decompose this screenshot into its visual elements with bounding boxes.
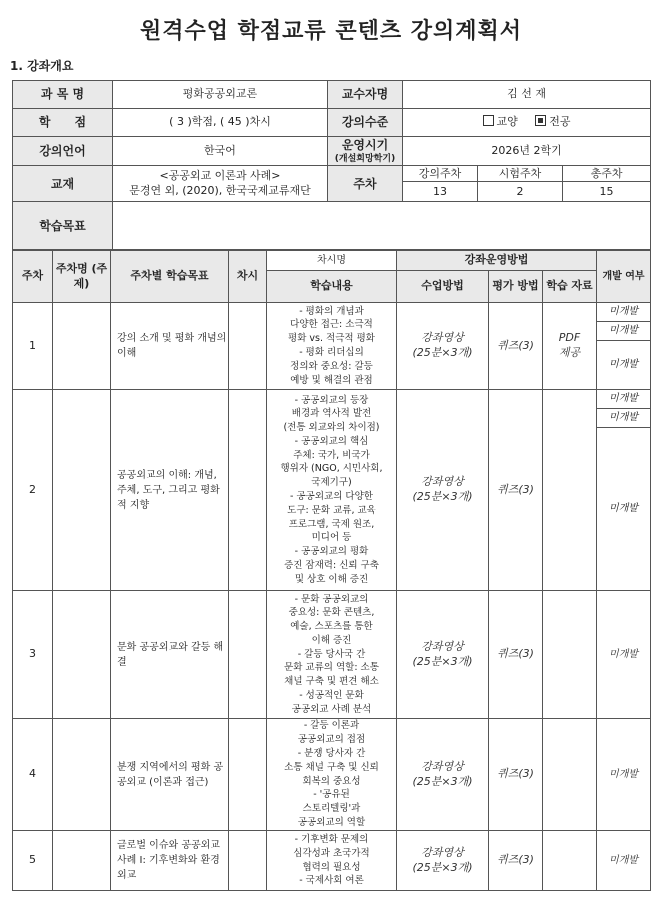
method-line: (25분×3개) — [412, 860, 473, 874]
table-row — [13, 390, 651, 591]
week-number: 3 — [13, 591, 53, 719]
textbook-cell — [113, 166, 328, 202]
col-objective: 주차별 학습목표 — [111, 251, 229, 303]
col-eval: 평가 방법 — [489, 271, 543, 303]
content-line: - 공공외교의 평화 — [294, 546, 369, 558]
method-line: (25분×3개) — [412, 774, 473, 788]
textbook-title: <공공외교 이론과 사례> — [159, 168, 281, 182]
content-line: - 공공외교의 다양한 — [290, 491, 373, 502]
method-cell — [397, 831, 489, 891]
dev-status: 미개발 — [609, 359, 639, 370]
dev-cell: 미개발 — [597, 719, 651, 831]
content-line: 정의와 중요성: 갈등 — [290, 360, 373, 372]
course-label: 과 목 명 — [13, 81, 113, 109]
dev-status: 미개발 — [597, 322, 650, 341]
dev-cell — [597, 303, 651, 390]
week-number: 1 — [13, 303, 53, 390]
col-method: 수업방법 — [397, 271, 489, 303]
week-total-cell — [563, 166, 651, 202]
material-cell — [543, 719, 597, 831]
content-line: 국제기구) — [311, 477, 352, 489]
col-week: 주차 — [13, 251, 53, 303]
overview-table — [12, 80, 651, 250]
eval-cell: 퀴즈(3) — [489, 831, 543, 891]
content-line: 문화 교류의 역할: 소통 — [284, 662, 379, 674]
level-option-major: 전공 — [549, 115, 571, 129]
method-line: (25분×3개) — [412, 490, 473, 503]
topic-cell — [53, 831, 111, 891]
level-checkbox-general[interactable] — [483, 115, 494, 126]
week-exam-cell — [478, 166, 563, 202]
week-total-label: 총주차 — [563, 166, 650, 182]
goal-label: 학습목표 — [13, 202, 113, 250]
content-line: 미디어 등 — [311, 532, 352, 544]
goal-value — [113, 202, 651, 250]
week-number: 2 — [13, 390, 53, 591]
content-line: 공공외교 사례 분석 — [291, 703, 372, 715]
objective-text: 문화 공공외교와 갈등 해결 — [111, 591, 229, 719]
content-line: - '공유된 — [313, 789, 350, 801]
content-line: - 공공외교의 핵심 — [294, 435, 369, 447]
content-line: 주체: 국가, 비국가 — [293, 449, 370, 461]
topic-cell — [53, 390, 111, 591]
content-cell — [267, 831, 397, 891]
period-value: 2026년 2학기 — [403, 137, 651, 166]
method-cell — [397, 591, 489, 719]
eval-cell: 퀴즈(3) — [489, 719, 543, 831]
content-line: - 평화의 개념과 — [299, 305, 364, 317]
col-material: 학습 자료 — [543, 271, 597, 303]
content-line: - 공공외교의 등장 — [294, 394, 369, 406]
lang-value: 한국어 — [113, 137, 328, 166]
section-heading: 1. 강좌개요 — [10, 59, 74, 73]
content-line: 중요성: 문화 콘텐츠, — [288, 607, 375, 619]
content-line: - 평화 리더십의 — [299, 347, 364, 358]
content-line: - 분쟁 당사자 간 — [297, 747, 366, 759]
level-option-general: 교양 — [496, 115, 518, 129]
dev-cell: 미개발 — [597, 591, 651, 719]
objective-text: 분쟁 지역에서의 평화 공공외교 (이론과 접근) — [111, 719, 229, 831]
content-cell — [267, 591, 397, 719]
content-cell — [267, 303, 397, 390]
material-cell — [543, 831, 597, 891]
method-line: 강좌영상 — [421, 759, 464, 773]
content-line: - 국제사회 여론 — [299, 875, 364, 887]
week-total-value: 15 — [599, 185, 614, 199]
period-label: 운영시기 — [341, 138, 389, 152]
method-line: 강좌영상 — [421, 331, 464, 345]
credit-label: 학 점 — [13, 109, 113, 137]
material-cell — [543, 303, 597, 390]
table-row — [13, 591, 651, 719]
material-cell — [543, 591, 597, 719]
topic-cell — [53, 591, 111, 719]
textbook-label: 교재 — [13, 166, 113, 202]
method-cell — [397, 303, 489, 390]
content-line: 및 상호 이해 증진 — [294, 573, 369, 585]
method-line: 강좌영상 — [421, 639, 464, 653]
session-cell — [229, 831, 267, 891]
prof-value: 김 선 재 — [403, 81, 651, 109]
content-cell — [267, 719, 397, 831]
content-line: 채널 구축 및 편견 해소 — [284, 676, 379, 688]
week-lecture-value: 13 — [433, 185, 447, 199]
week-label: 주차 — [328, 166, 403, 202]
session-cell — [229, 303, 267, 390]
content-line: 소통 채널 구축 및 신뢰 — [284, 761, 379, 773]
content-line: 스토리텔링'과 — [302, 803, 361, 815]
content-line: 이해 증진 — [311, 634, 352, 646]
table-row — [13, 831, 651, 891]
content-line: 협력의 필요성 — [302, 861, 361, 873]
eval-cell: 퀴즈(3) — [489, 390, 543, 591]
content-line: 증진 잠재력: 신뢰 구축 — [284, 559, 379, 571]
method-line: (25분×3개) — [412, 654, 473, 668]
credit-value: ( 3 )학점, ( 45 )차시 — [113, 109, 328, 137]
content-line: 회복의 중요성 — [302, 775, 361, 787]
col-content: 학습내용 — [267, 271, 397, 303]
eval-cell: 퀴즈(3) — [489, 591, 543, 719]
topic-cell — [53, 719, 111, 831]
material-line: 제공 — [558, 346, 581, 359]
content-line: 공공외교의 접점 — [297, 734, 366, 746]
session-cell — [229, 390, 267, 591]
course-value: 평화공공외교론 — [113, 81, 328, 109]
period-label-cell — [328, 137, 403, 166]
table-row — [13, 719, 651, 831]
week-number: 5 — [13, 831, 53, 891]
lang-label: 강의언어 — [13, 137, 113, 166]
content-line: 예방 및 해결의 관점 — [290, 374, 373, 386]
content-line: - 성공적인 문화 — [299, 689, 364, 701]
level-label: 강의수준 — [328, 109, 403, 137]
content-cell — [267, 390, 397, 591]
content-line: 도구: 문화 교류, 교육 — [287, 504, 376, 516]
session-cell — [229, 719, 267, 831]
topic-cell — [53, 303, 111, 390]
page-title: 원격수업 학점교류 콘텐츠 강의계획서 — [139, 19, 522, 44]
material-cell — [543, 390, 597, 591]
method-line: 강좌영상 — [421, 475, 464, 489]
dev-status: 미개발 — [609, 503, 639, 514]
dev-cell: 미개발 — [597, 831, 651, 891]
period-sublabel: (개설희망학기) — [334, 154, 396, 165]
week-exam-label: 시험주차 — [478, 166, 562, 182]
content-line: 예술, 스포츠를 통한 — [290, 621, 373, 633]
session-cell — [229, 591, 267, 719]
content-line: 평화 vs. 적극적 평화 — [288, 333, 375, 345]
objective-text: 강의 소개 및 평화 개념의 이해 — [111, 303, 229, 390]
content-line: (전통 외교와의 차이점) — [283, 422, 380, 434]
week-number: 4 — [13, 719, 53, 831]
dev-status: 미개발 — [597, 409, 650, 428]
content-line: - 갈등 이론과 — [303, 720, 360, 732]
content-line: 공공외교의 역할 — [297, 816, 366, 828]
objective-text: 글로벌 이슈와 공공외교 사례 I: 기후변화와 환경 외교 — [111, 831, 229, 891]
table-row — [13, 303, 651, 390]
method-line: (25분×3개) — [412, 346, 473, 359]
dev-status: 미개발 — [597, 303, 650, 322]
content-line: 행위자 (NGO, 시민사회, — [280, 463, 383, 475]
prof-label: 교수자명 — [328, 81, 403, 109]
week-lecture-cell — [403, 166, 478, 202]
col-topic: 주차명 (주제) — [53, 251, 111, 303]
content-line: - 기후변화 문제의 — [294, 833, 369, 845]
content-line: 프로그램, 국제 원조, — [288, 518, 375, 530]
material-line: PDF — [558, 331, 581, 345]
content-line: - 갈등 당사국 간 — [297, 648, 366, 660]
objective-text: 공공외교의 이해: 개념, 주체, 도구, 그리고 평화적 지향 — [111, 390, 229, 591]
level-checkbox-major[interactable] — [535, 115, 546, 126]
content-line: 심각성과 초국가적 — [293, 847, 370, 859]
content-line: 다양한 접근: 소극적 — [290, 319, 373, 331]
method-cell — [397, 719, 489, 831]
eval-cell: 퀴즈(3) — [489, 303, 543, 390]
content-line: 배경과 역사적 발전 — [291, 408, 372, 420]
content-line: - 문화 공공외교의 — [294, 593, 369, 605]
col-method-group: 강좌운영방법 — [397, 251, 597, 271]
textbook-author: 문경연 외, (2020), 한국국제교류재단 — [129, 183, 311, 197]
method-line: 강좌영상 — [421, 845, 464, 859]
col-dev: 개발 여부 — [597, 251, 651, 303]
level-options — [403, 109, 651, 137]
dev-status: 미개발 — [597, 390, 650, 409]
dev-cell — [597, 390, 651, 591]
method-cell — [397, 390, 489, 591]
week-exam-value: 2 — [516, 185, 524, 199]
col-session: 차시 — [229, 251, 267, 303]
col-session-name: 차시명 — [267, 251, 397, 271]
weekly-plan-table — [12, 250, 651, 891]
week-lecture-label: 강의주차 — [403, 166, 477, 182]
